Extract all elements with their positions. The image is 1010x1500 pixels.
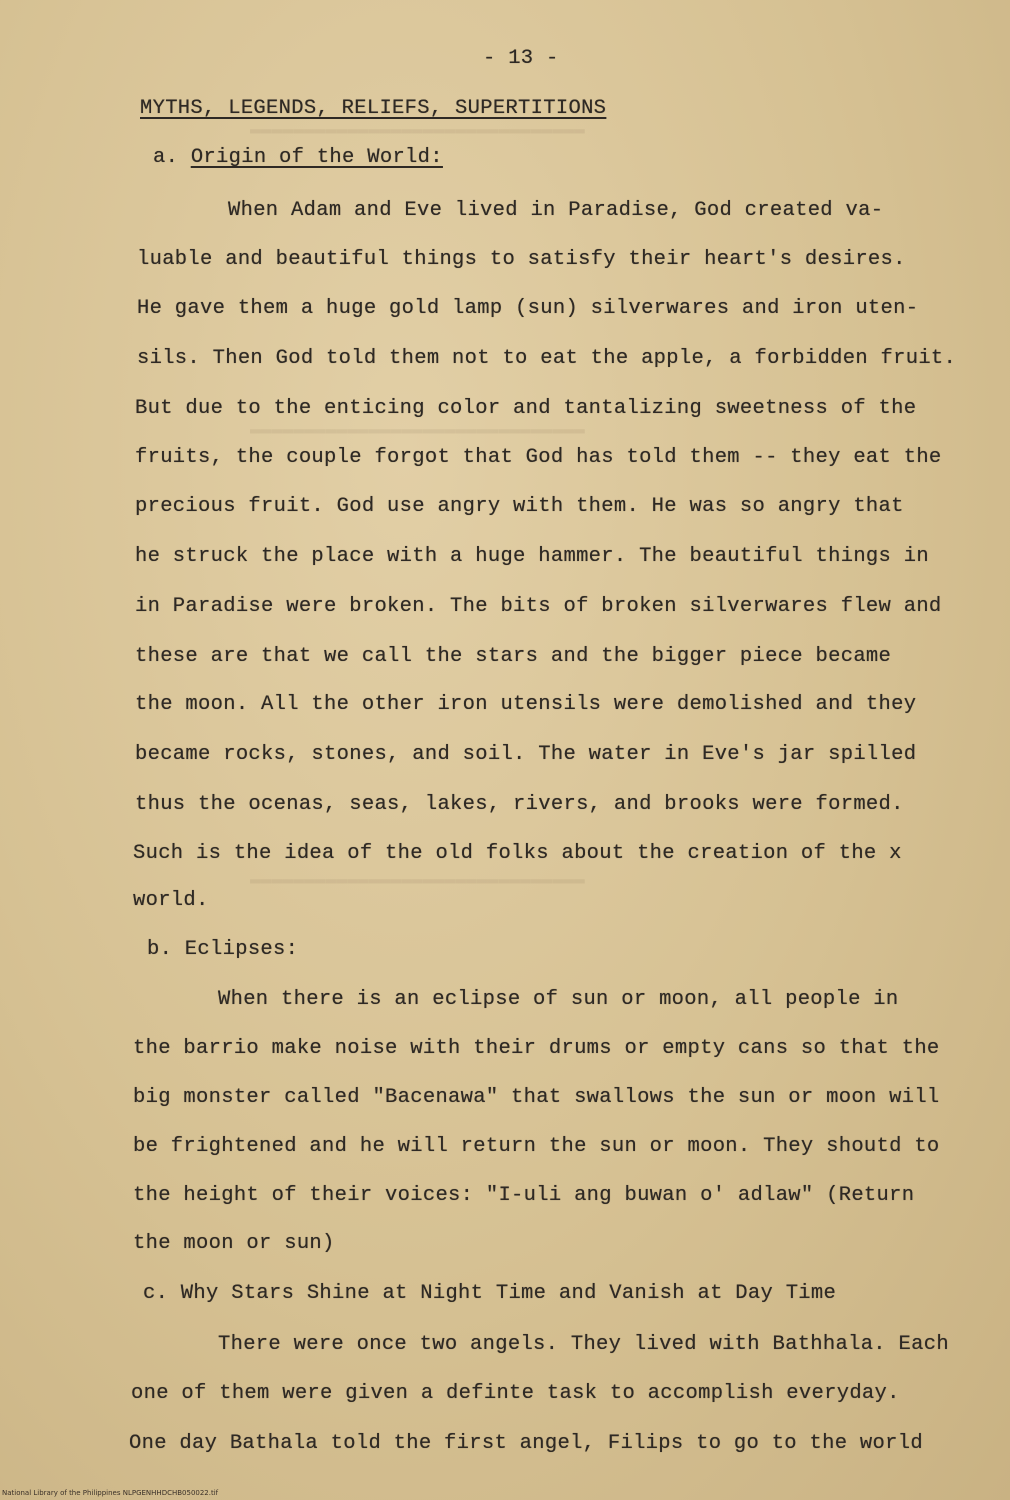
origin-line: He gave them a huge gold lamp (sun) silverwares and iron uten- (137, 297, 919, 320)
heading-why-stars-shine: c. Why Stars Shine at Night Time and Vanish at Day Time (143, 1282, 837, 1305)
stars-line: One day Bathala told the first angel, Filips to go to the world (129, 1432, 923, 1455)
eclipse-line: the moon or sun) (133, 1232, 335, 1255)
origin-line: precious fruit. God use angry with them. He was so angry that (135, 495, 904, 518)
heading-origin-prefix: a. (153, 146, 191, 169)
origin-line: world. (133, 889, 209, 912)
heading-eclipses: b. Eclipses: (147, 938, 299, 961)
origin-line: Such is the idea of the old folks about the creation of the x (133, 842, 902, 865)
eclipse-line: the height of their voices: "I-uli ang buwan o' adlaw" (Return (133, 1184, 915, 1207)
eclipse-line: the barrio make noise with their drums or empty cans so that the (133, 1037, 940, 1060)
origin-line: But due to the enticing color and tantalizing sweetness of the (135, 397, 917, 420)
origin-line: luable and beautiful things to satisfy their heart's desires. (137, 248, 906, 271)
origin-line: became rocks, stones, and soil. The water in Eve's jar spilled (135, 743, 917, 766)
stars-line: one of them were given a definte task to accomplish everyday. (131, 1382, 900, 1405)
origin-line: in Paradise were broken. The bits of broken silverwares flew and (135, 595, 942, 618)
heading-origin-of-the-world (153, 146, 443, 169)
origin-line: sils. Then God told them not to eat the apple, a forbidden fruit. (137, 347, 957, 370)
eclipse-line: big monster called "Bacenawa" that swallows the sun or moon will (133, 1086, 940, 1109)
page-number: - 13 - (483, 47, 559, 70)
origin-line: fruits, the couple forgot that God has told them -- they eat the (135, 446, 942, 469)
scan-footer: National Library of the Philippines NLPGENHHDCHB050022.tif (2, 1489, 219, 1497)
origin-line: thus the ocenas, seas, lakes, rivers, and brooks were formed. (135, 793, 904, 816)
bleed-through-decoration: ▬▬▬▬▬▬▬▬▬▬▬▬▬▬▬▬▬▬▬▬▬▬▬▬▬▬▬▬▬▬▬ (250, 870, 585, 890)
origin-line: these are that we call the stars and the bigger piece became (135, 645, 892, 668)
origin-line: the moon. All the other iron utensils were demolished and they (135, 693, 917, 716)
origin-line: When Adam and Eve lived in Paradise, God created va- (228, 199, 884, 222)
bleed-through-decoration: ▬▬▬▬▬▬▬▬▬▬▬▬▬▬▬▬▬▬▬▬▬▬▬▬▬▬▬▬▬▬▬ (250, 420, 585, 440)
heading-origin-label: Origin of the World: (190, 146, 443, 169)
stars-line: There were once two angels. They lived with Bathhala. Each (218, 1333, 949, 1356)
bleed-through-decoration: ▬▬▬▬▬▬▬▬▬▬▬▬▬▬▬▬▬▬▬▬▬▬▬▬▬▬▬▬▬▬▬ (250, 120, 585, 140)
section-title: MYTHS, LEGENDS, RELIEFS, SUPERTITIONS (140, 97, 607, 120)
origin-line: he struck the place with a huge hammer. The beautiful things in (135, 545, 929, 568)
eclipse-line: be frightened and he will return the sun or moon. They shoutd to (133, 1135, 940, 1158)
eclipse-line: When there is an eclipse of sun or moon, all people in (218, 988, 899, 1011)
